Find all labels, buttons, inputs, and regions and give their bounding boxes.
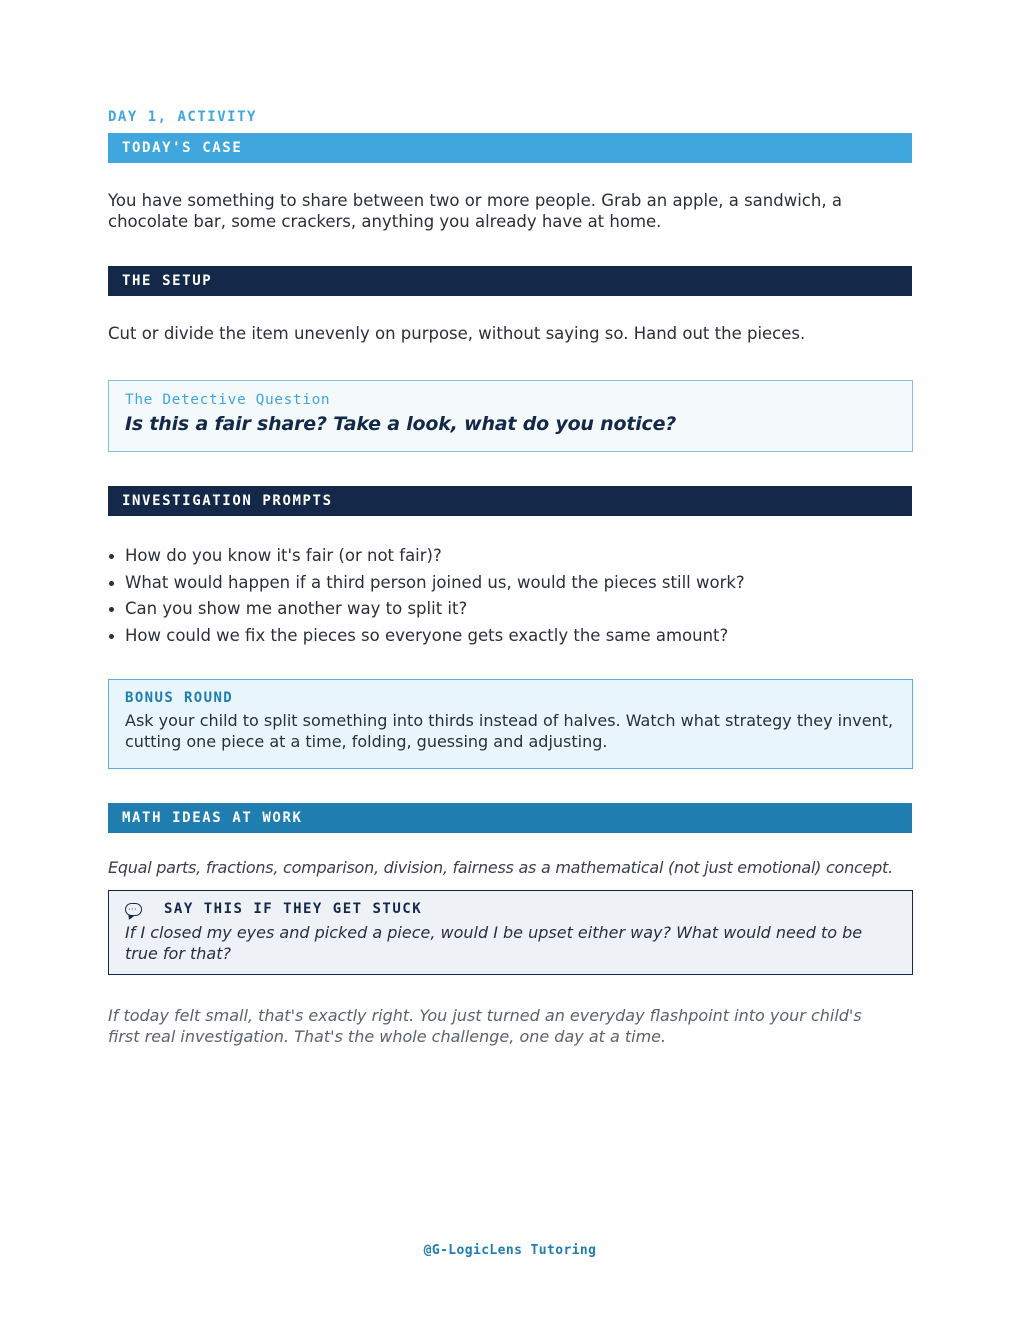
list-item [108, 623, 912, 650]
closing-note: If today felt small, that's exactly right. You just turned an everyday flashpoint into your child's first real investigation. That's the whole challenge, one day at a time. [108, 1006, 862, 1046]
todays-case-text: You have something to share between two or more people. Grab an apple, a sandwich, a chocolate bar, some crackers, anything you already have at home. [108, 191, 842, 231]
section-header-investigation: INVESTIGATION PROMPTS [108, 486, 912, 516]
footer-brand: @G-LogicLens Tutoring [423, 1243, 597, 1258]
bullet [109, 581, 114, 586]
setup-text: Cut or divide the item unevenly on purpose, without saying so. Hand out the pieces. [108, 324, 806, 343]
list-item [108, 596, 912, 623]
stuck-text: If I closed my eyes and picked a piece, would I be upset either way? What would need to be true for that? [125, 923, 863, 963]
prompt-text: Can you show me another way to split it? [125, 599, 468, 618]
prompt-text: What would happen if a third person joined us, would the pieces still work? [125, 572, 745, 592]
section-header-setup: THE SETUP [108, 266, 912, 296]
detective-question: Is this a fair share? Take a look, what do you notice? [125, 413, 677, 435]
day-kicker: DAY 1, ACTIVITY [108, 109, 257, 125]
bonus-round-box [108, 679, 913, 769]
stuck-tip-box [108, 890, 913, 975]
prompt-text: How could we fix the pieces so everyone gets exactly the same amount? [125, 625, 729, 645]
bullet [109, 607, 114, 612]
detective-label: The Detective Question [125, 392, 331, 408]
bullet [109, 554, 114, 559]
list-item [108, 570, 912, 597]
bullet [109, 634, 114, 639]
stuck-header [125, 901, 896, 917]
math-ideas-text: Equal parts, fractions, comparison, division, fairness as a mathematical (not just emotional) concept. [108, 858, 893, 877]
list-item [108, 543, 912, 570]
investigation-prompts-list [108, 543, 912, 649]
section-header-todays-case: TODAY'S CASE [108, 133, 912, 163]
speech-bubble-icon: ··· [125, 903, 142, 916]
bonus-text: Ask your child to split something into thirds instead of halves. Watch what strategy they invent, cutting one piece at a time, folding, guessing and adjusting. [125, 711, 894, 751]
prompt-text: How do you know it's fair (or not fair)? [125, 546, 442, 565]
detective-question-box [108, 380, 913, 452]
section-header-math-ideas: MATH IDEAS AT WORK [108, 803, 912, 833]
stuck-label: SAY THIS IF THEY GET STUCK [164, 901, 423, 917]
bonus-label: BONUS ROUND [125, 690, 234, 706]
